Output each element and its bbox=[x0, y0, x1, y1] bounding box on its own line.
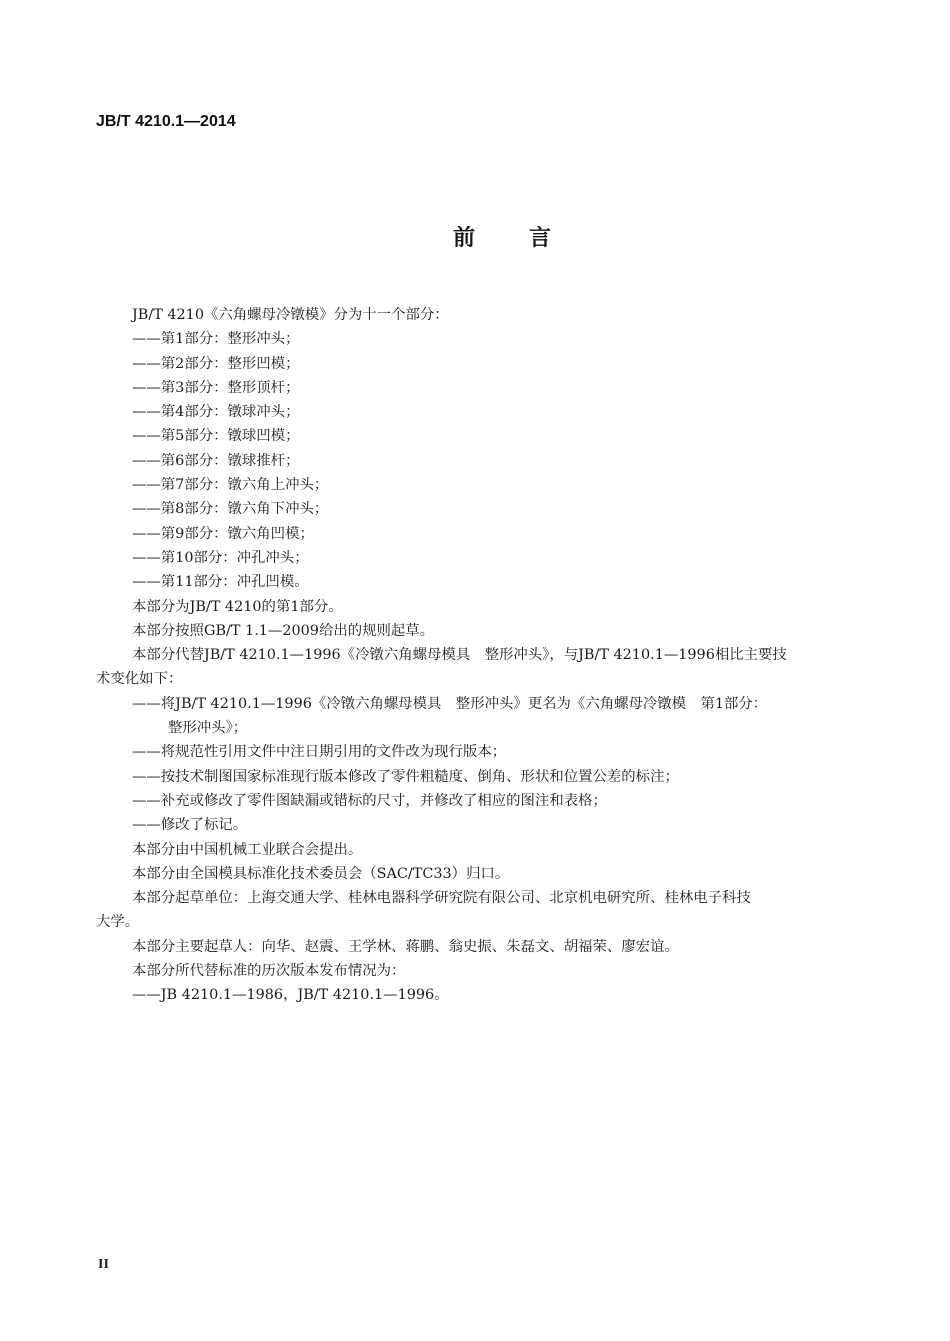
list-item: ——第8部分：镦六角下冲头； bbox=[132, 501, 329, 518]
foreword-body bbox=[96, 303, 856, 1008]
list-item: ——JB 4210.1—1986，JB/T 4210.1—1996。 bbox=[132, 987, 449, 1004]
list-item: ——第7部分：镦六角上冲头； bbox=[132, 477, 329, 494]
paragraph-line: 本部分按照GB/T 1.1—2009给出的规则起草。 bbox=[132, 622, 435, 639]
paragraph-line: 术变化如下： bbox=[96, 671, 183, 688]
paragraph-line: 本部分代替JB/T 4210.1—1996《冷镦六角螺母模具 整形冲头》，与JB/T 4210.1—1996相比主要技 bbox=[132, 647, 787, 664]
paragraph-line: JB/T 4210《六角螺母冷镦模》分为十一个部分： bbox=[132, 307, 449, 323]
paragraph-line: 大学。 bbox=[96, 914, 140, 931]
paragraph-line: 本部分起草单位：上海交通大学、桂林电器科学研究院有限公司、北京机电研究所、桂林电子科技 bbox=[132, 890, 751, 907]
list-item: ——第4部分：镦球冲头； bbox=[132, 404, 300, 421]
paragraph-line: 本部分由中国机械工业联合会提出。 bbox=[132, 841, 363, 858]
list-item: ——第11部分：冲孔凹模。 bbox=[132, 574, 309, 591]
list-item: ——第1部分：整形冲头； bbox=[132, 331, 300, 348]
standard-code-header: JB/T 4210.1—2014 bbox=[96, 113, 236, 130]
list-item: ——补充或修改了零件图缺漏或错标的尺寸，并修改了相应的图注和表格； bbox=[132, 792, 607, 809]
list-item-continuation: 整形冲头》； bbox=[168, 720, 248, 737]
paragraph-line: 本部分所代替标准的历次版本发布情况为： bbox=[132, 963, 406, 980]
list-item: ——将规范性引用文件中注日期引用的文件改为现行版本； bbox=[132, 744, 507, 761]
list-item: ——按技术制图国家标准现行版本修改了零件粗糙度、倒角、形状和位置公差的标注； bbox=[132, 768, 679, 785]
list-item: ——将JB/T 4210.1—1996《冷镦六角螺母模具 整形冲头》更名为《六角螺母冷镦模 第1部分： bbox=[132, 695, 768, 712]
paragraph-line: 本部分为JB/T 4210的第1部分。 bbox=[132, 598, 343, 615]
list-item: ——第10部分：冲孔冲头； bbox=[132, 549, 309, 566]
list-item: ——第3部分：整形顶杆； bbox=[132, 379, 300, 396]
list-item: ——修改了标记。 bbox=[132, 817, 248, 834]
list-item: ——第9部分：镦六角凹模； bbox=[132, 525, 314, 542]
page-title: 前言 bbox=[452, 226, 605, 251]
list-item: ——第2部分：整形凹模； bbox=[132, 355, 300, 372]
list-item: ——第6部分：镦球推杆； bbox=[132, 452, 300, 469]
page-number: II bbox=[98, 1257, 109, 1272]
paragraph-line: 本部分主要起草人：向华、赵震、王学林、蒋鹏、翁史振、朱磊文、胡福荣、廖宏谊。 bbox=[132, 938, 679, 955]
list-item: ——第5部分：镦球凹模； bbox=[132, 428, 300, 445]
paragraph-line: 本部分由全国模具标准化技术委员会（SAC/TC33）归口。 bbox=[132, 865, 510, 882]
